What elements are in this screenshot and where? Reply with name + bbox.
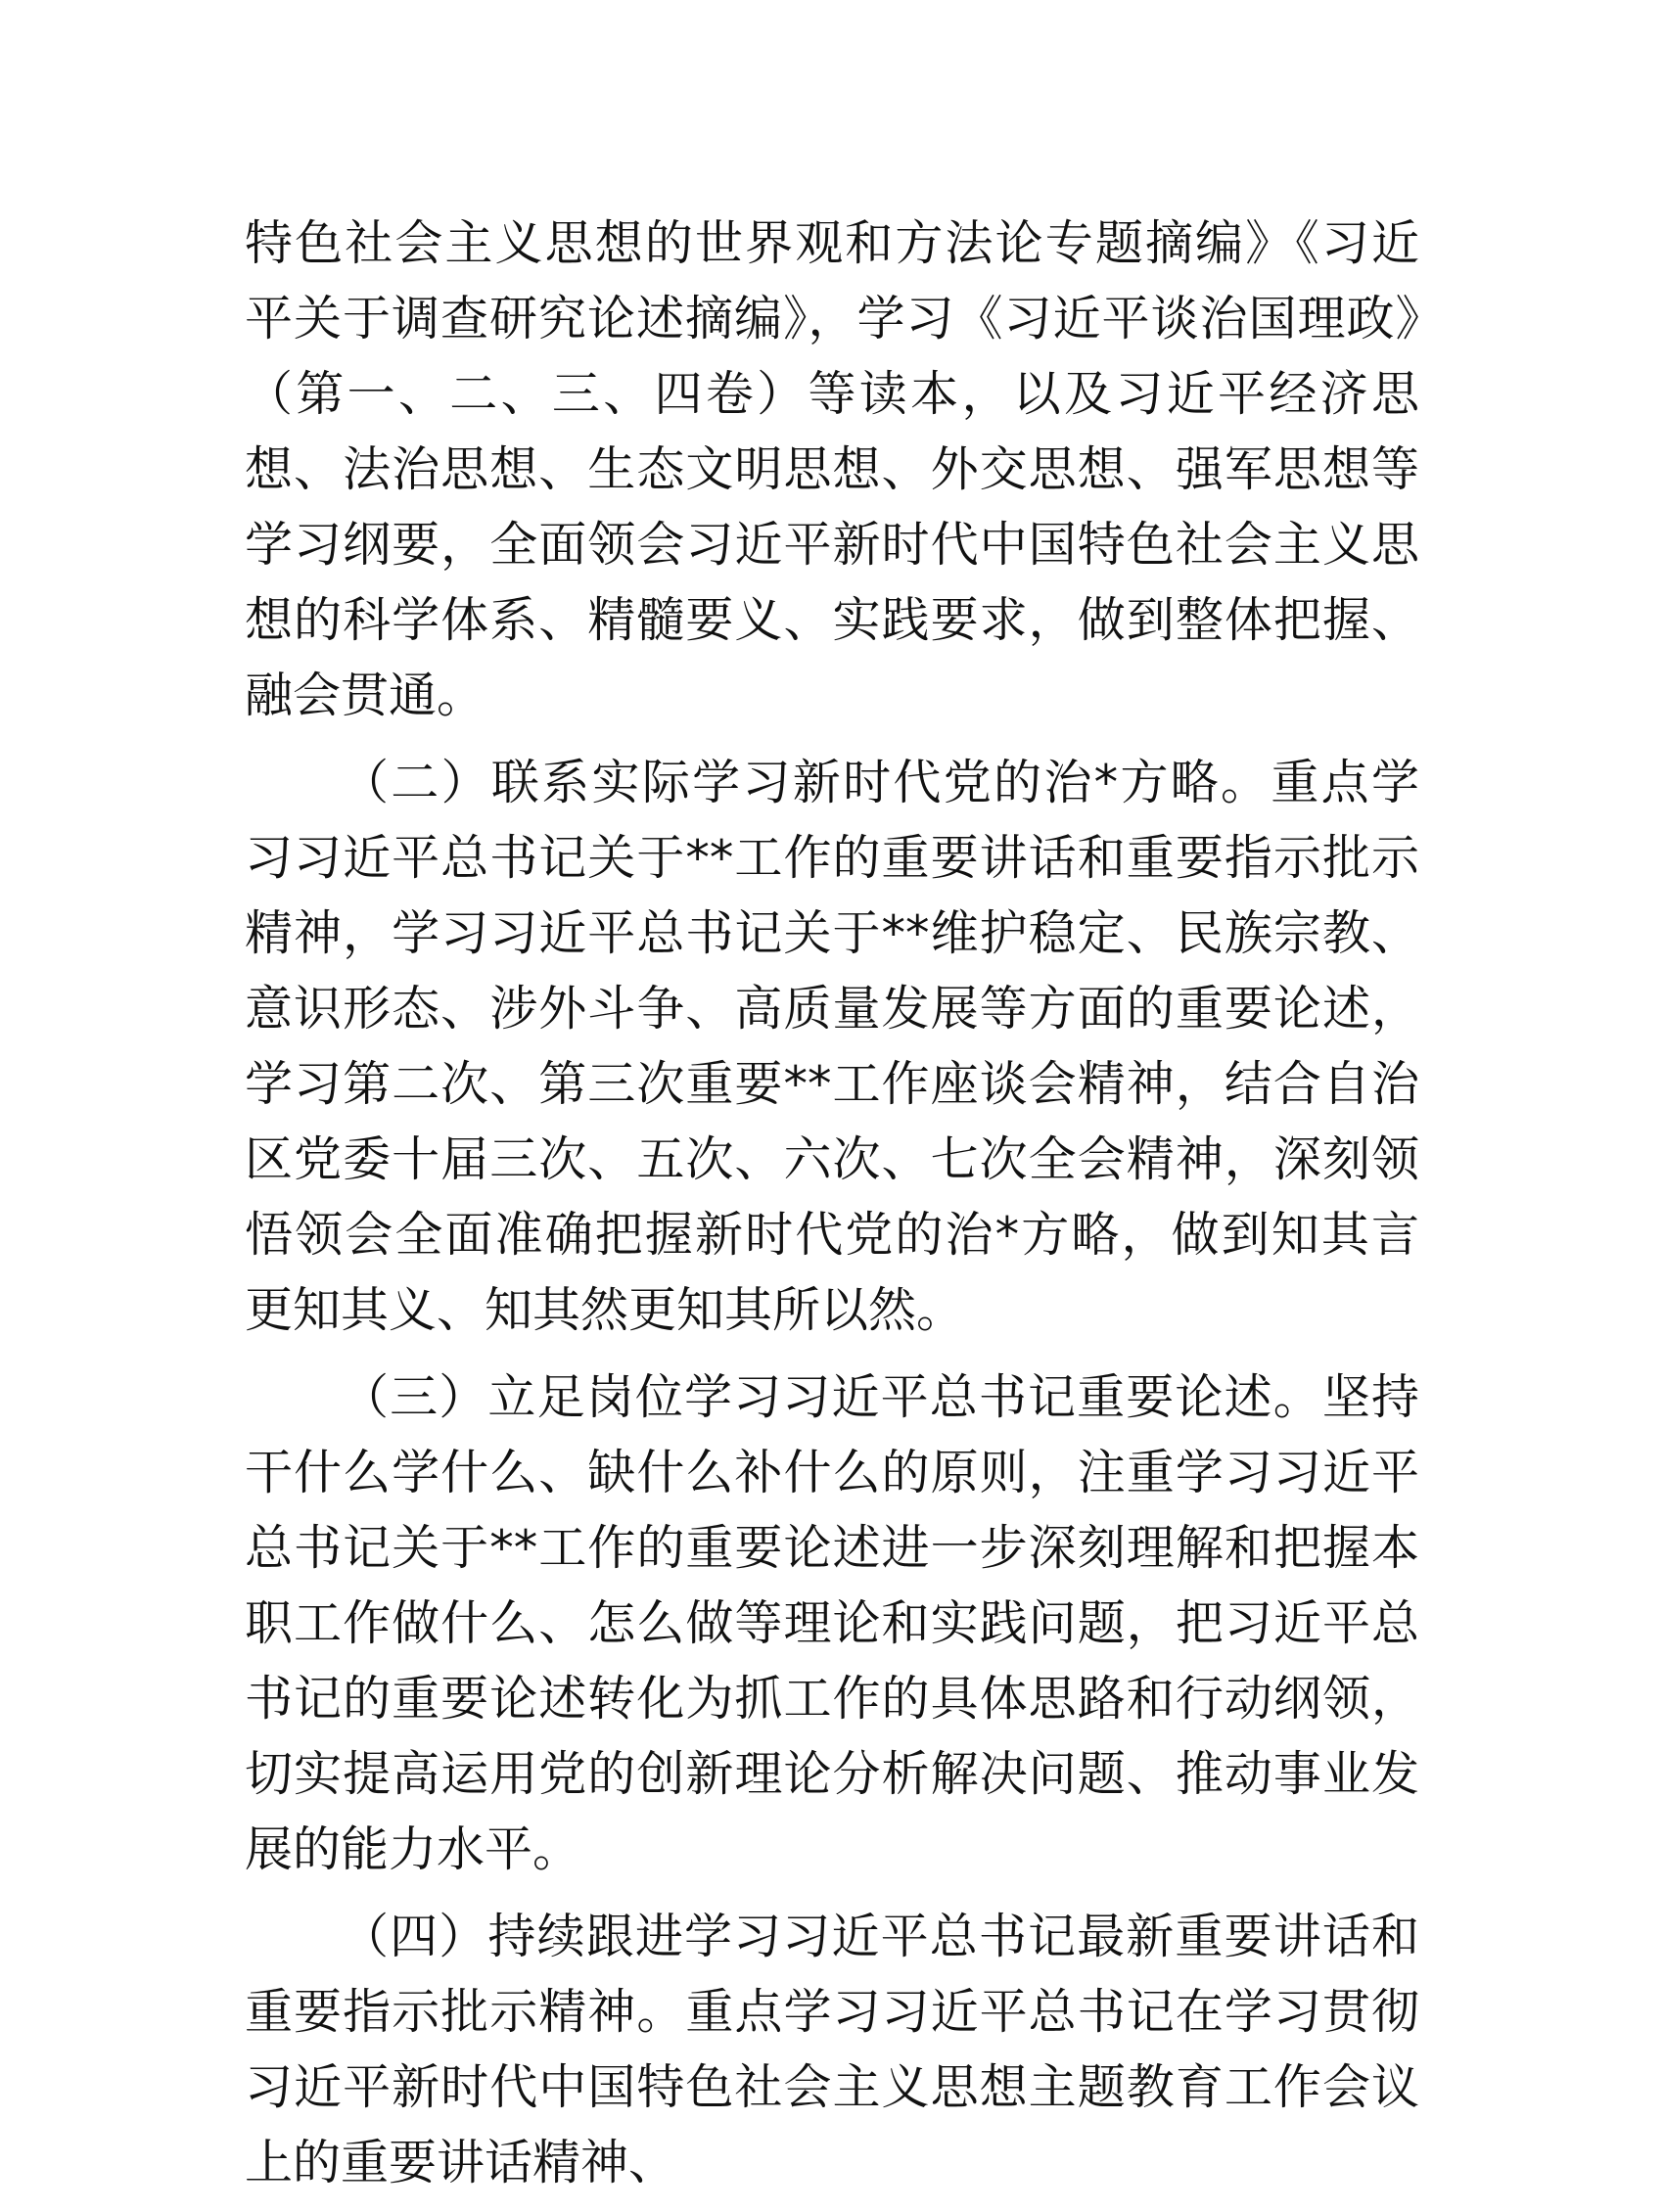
document-body [245, 206, 1419, 2212]
paragraph-continuation: 特色社会主义思想的世界观和方法论专题摘编》《习近平关于调查研究论述摘编》，学习《习近平谈治国理政》（第一、二、三、四卷）等读本，以及习近平经济思想、法治思想、生态文明思想、外交思想、强军思想等学习纲要，全面领会习近平新时代中国特色社会主义思想的科学体系、精髓要义、实践要求，做到整体把握、融会贯通。 [245, 215, 1419, 723]
paragraph-section-2: （二）联系实际学习新时代党的治*方略。重点学习习近平总书记关于**工作的重要讲话和重要指示批示精神，学习习近平总书记关于**维护稳定、民族宗教、意识形态、涉外斗争、高质量发展等方面的重要论述，学习第二次、第三次重要**工作座谈会精神，结合自治区党委十届三次、五次、六次、七次全会精神，深刻领悟领会全面准确把握新时代党的治*方略，做到知其言更知其义、知其然更知其所以然。 [245, 755, 1419, 1338]
paragraph-section-4: （四）持续跟进学习习近平总书记最新重要讲话和重要指示批示精神。重点学习习近平总书记在学习贯彻习近平新时代中国特色社会主义思想主题教育工作会议上的重要讲话精神、 [245, 1909, 1419, 2190]
paragraph-section-3: （三）立足岗位学习习近平总书记重要论述。坚持干什么学什么、缺什么补什么的原则，注重学习习近平总书记关于**工作的重要论述进一步深刻理解和把握本职工作做什么、怎么做等理论和实践问题，把习近平总书记的重要论述转化为抓工作的具体思路和行动纲领，切实提高运用党的创新理论分析解决问题、推动事业发展的能力水平。 [245, 1369, 1419, 1877]
